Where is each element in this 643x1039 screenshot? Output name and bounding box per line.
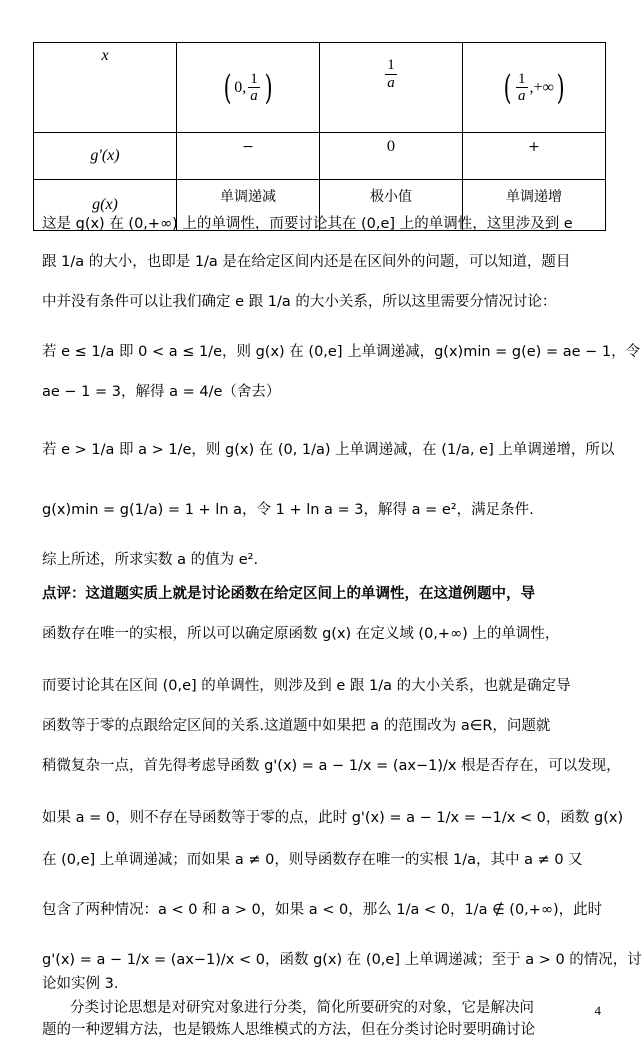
- paragraph-line: 分类讨论思想是对研究对象进行分类，简化所要研究的对象，它是解决问: [70, 1000, 534, 1016]
- table-cell: 单调递减: [177, 180, 320, 231]
- paragraph-line: 若 e ≤ 1/a 即 0 < a ≤ 1/e，则 g(x) 在 (0,e] 上单调递减，g(x)min = g(e) = ae − 1，令: [42, 344, 641, 360]
- paragraph-line: g'(x) = a − 1/x = (ax−1)/x < 0，函数 g(x) 在 (0,e] 上单调递减；至于 a > 0 的情况，讨: [42, 952, 642, 968]
- paragraph-line: 如果 a = 0，则不存在导函数等于零的点，此时 g'(x) = a − 1/x = −1/x < 0，函数 g(x): [42, 810, 624, 826]
- table-row-function-label: g(x): [34, 180, 177, 231]
- paragraph-line: g(x)min = g(1/a) = 1 + ln a，令 1 + ln a = 3，解得 a = e²，满足条件.: [42, 502, 534, 518]
- table-header-interval-right: ( $\frac{1}{a}$ ,+∞ ): [463, 43, 606, 133]
- table-cell: −: [177, 133, 320, 180]
- paragraph-line: 而要讨论其在区间 (0,e] 的单调性，则涉及到 e 跟 1/a 的大小关系，也就是确定导: [42, 678, 571, 694]
- table-header-x-label: x: [101, 47, 109, 64]
- paragraph-line: 函数存在唯一的实根，所以可以确定原函数 g(x) 在定义域 (0,+∞) 上的单调性，: [42, 626, 560, 642]
- table-header-x: [34, 43, 177, 133]
- page-number: 4: [594, 1003, 601, 1018]
- paragraph-line: 若 e > 1/a 即 a > 1/e，则 g(x) 在 (0, 1/a) 上单调递减，在 (1/a, e] 上单调递增，所以: [42, 442, 615, 458]
- comment-heading-line: 点评：这道题实质上就是讨论函数在给定区间上的单调性，在这道例题中，导: [42, 586, 535, 602]
- table-header-critical-point: $\frac{1}{a}$: [320, 43, 463, 133]
- table-cell: 0: [320, 133, 463, 180]
- paragraph-line: ae − 1 = 3，解得 a = 4/e（舍去）: [42, 384, 281, 400]
- table-row-derivative-label: g'(x): [34, 133, 177, 180]
- table-cell: 极小值: [320, 180, 463, 231]
- paragraph-line: 稍微复杂一点，首先得考虑导函数 g'(x) = a − 1/x = (ax−1)/x 根是否存在，可以发现，: [42, 758, 621, 774]
- paragraph-line: 包含了两种情况：a < 0 和 a > 0，如果 a < 0，那么 1/a < 0，1/a ∉ (0,+∞)，此时: [42, 902, 603, 918]
- table-cell: 单调递增: [463, 180, 606, 231]
- paragraph-line: 这是 g(x) 在 (0,+∞) 上的单调性，而要讨论其在 (0,e] 上的单调性，这里涉及到 e: [42, 216, 573, 232]
- variation-table: [33, 42, 606, 231]
- paragraph-line: 函数等于零的点跟给定区间的关系.这道题中如果把 a 的范围改为 a∈R，问题就: [42, 718, 551, 734]
- paragraph-line: 跟 1/a 的大小，也即是 1/a 是在给定区间内还是在区间外的问题，可以知道，题目: [42, 254, 571, 270]
- paragraph-line: 在 (0,e] 上单调递减；而如果 a ≠ 0，则导函数存在唯一的实根 1/a，其中 a ≠ 0 又: [42, 852, 583, 868]
- table-cell: +: [463, 133, 606, 180]
- paragraph-line: 中并没有条件可以让我们确定 e 跟 1/a 的大小关系，所以这里需要分情况讨论：: [42, 294, 557, 310]
- paragraph-line: 论如实例 3.: [42, 976, 119, 992]
- table-header-interval-left: ( 0, $\frac{1}{a}$ ): [177, 43, 320, 133]
- paragraph-line: 综上所述，所求实数 a 的值为 e².: [42, 552, 259, 568]
- paragraph-line: 题的一种逻辑方法，也是锻炼人思维模式的方法，但在分类讨论时要明确讨论: [42, 1022, 535, 1038]
